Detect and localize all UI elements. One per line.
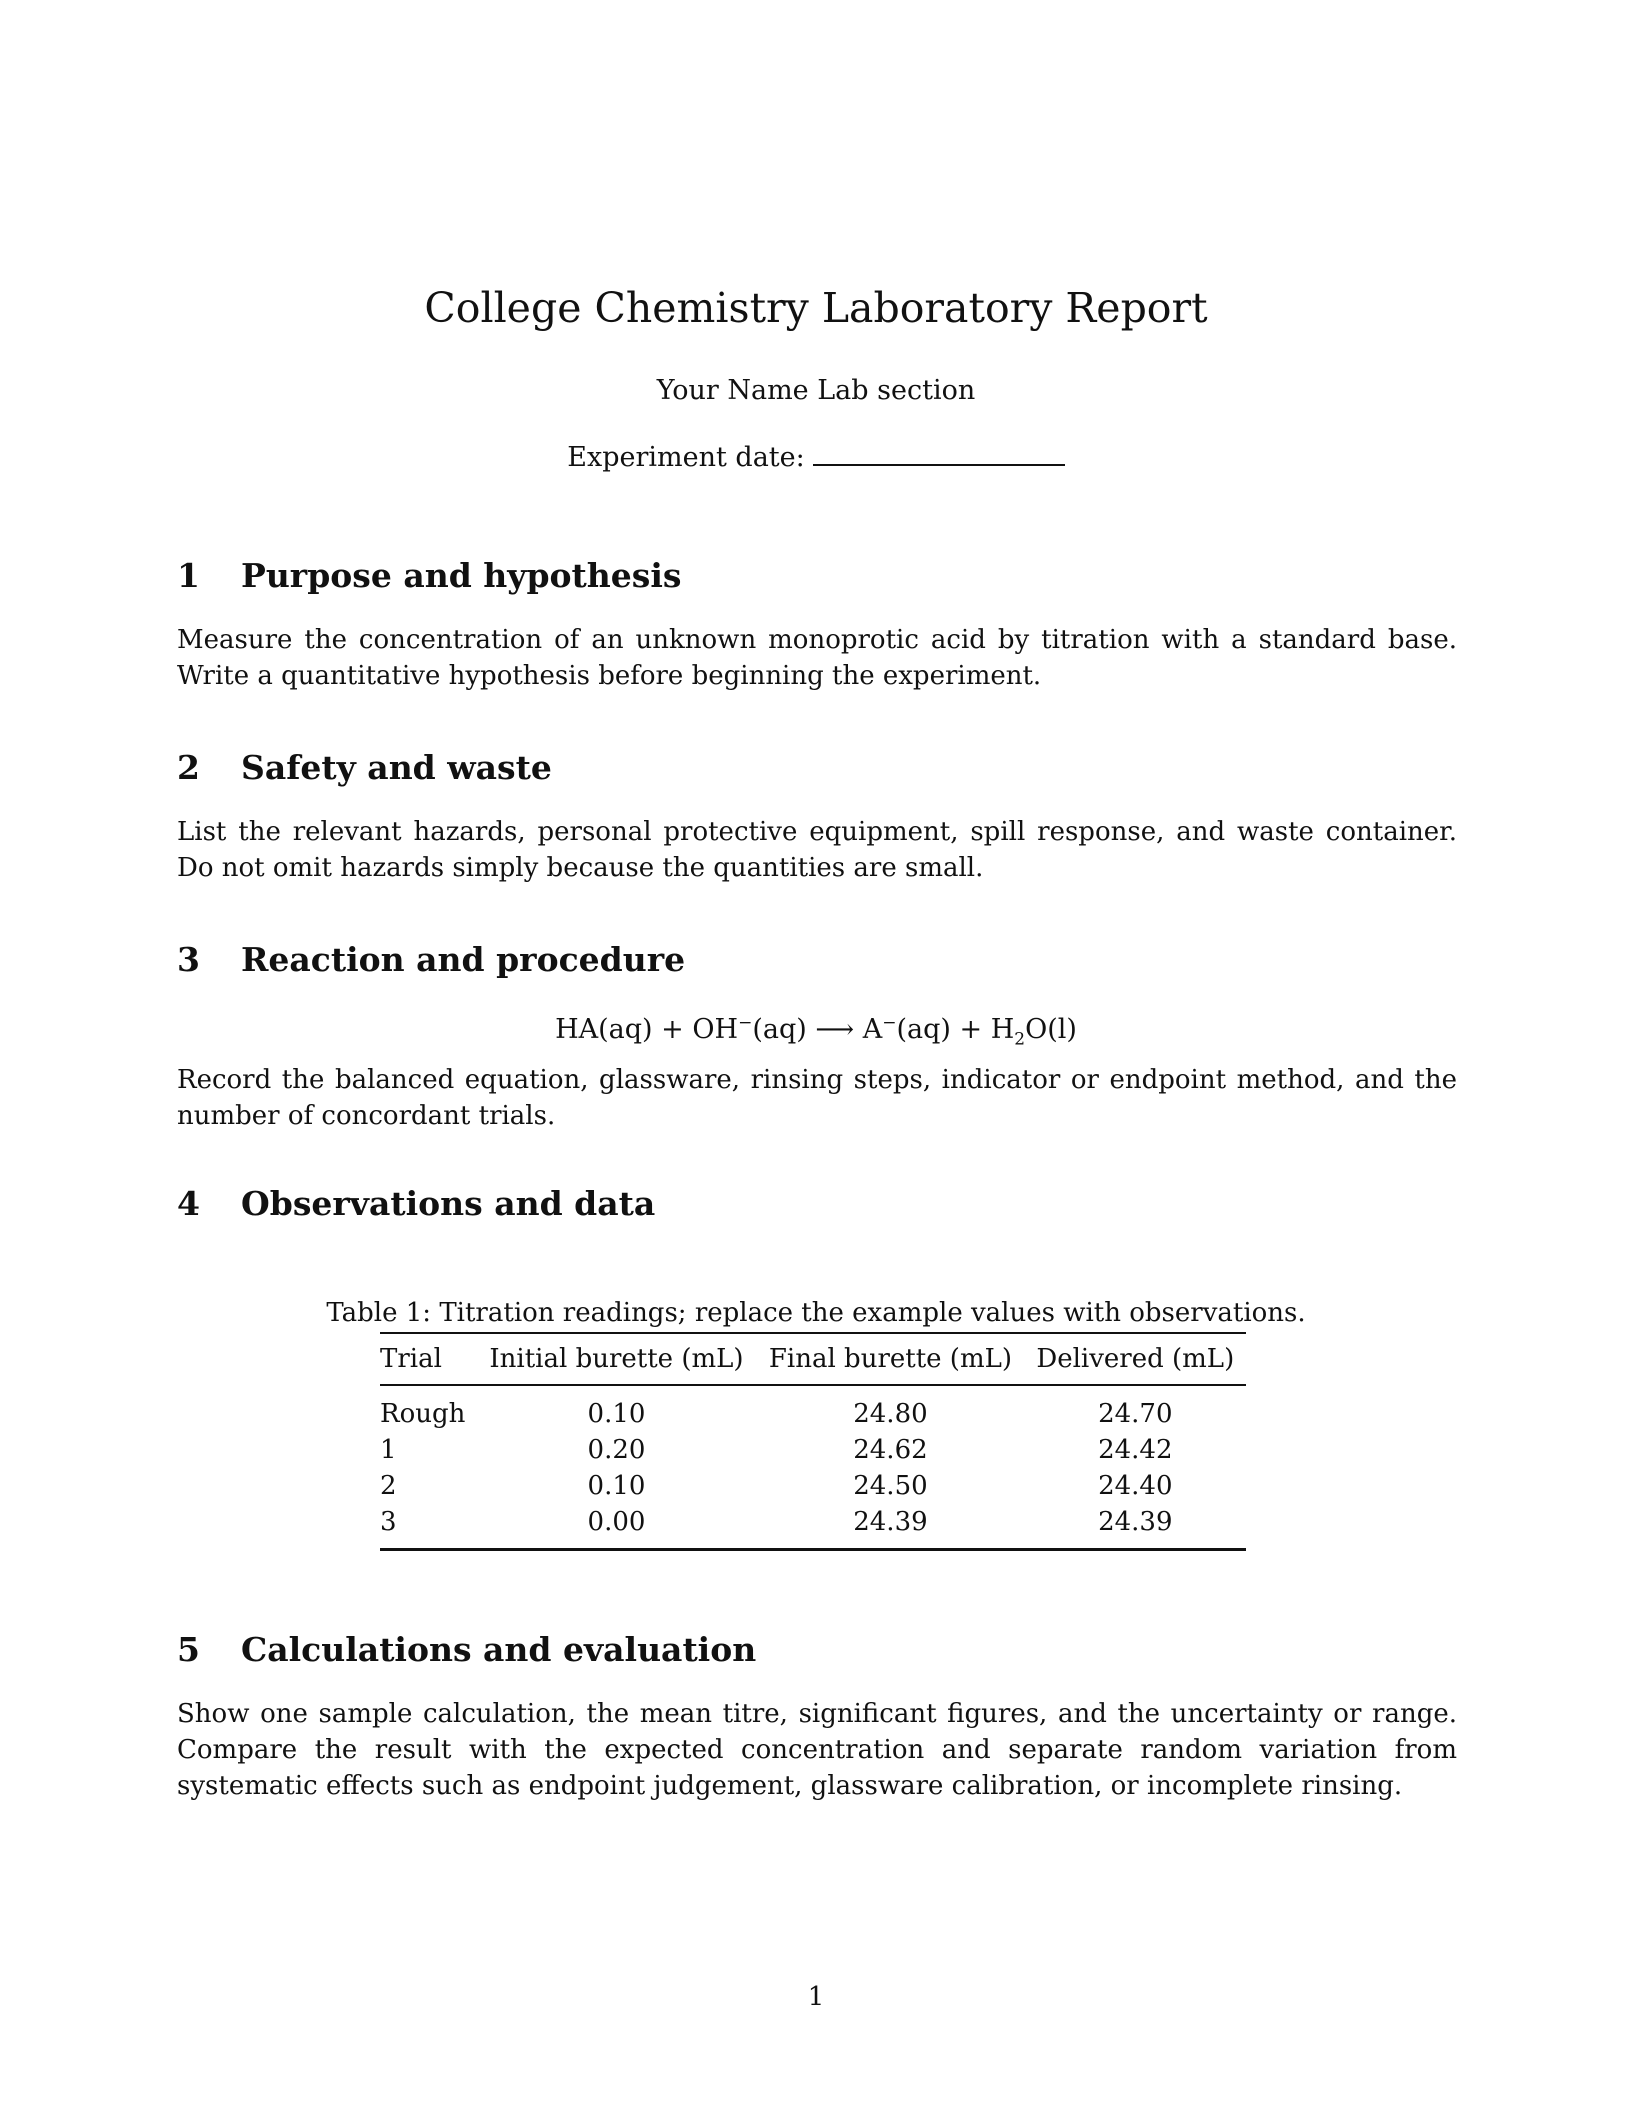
section-reaction bbox=[177, 938, 1457, 982]
table-cell: Rough bbox=[380, 1399, 466, 1429]
section-title: Calculations and evaluation bbox=[241, 1630, 757, 1669]
column-header: Trial bbox=[380, 1333, 477, 1385]
table-cell: 0.20 bbox=[587, 1435, 646, 1465]
experiment-date-blank bbox=[813, 440, 1065, 466]
table-cell: 24.62 bbox=[853, 1435, 928, 1465]
section-reaction-body bbox=[177, 1062, 1457, 1134]
section-number: 3 bbox=[177, 940, 200, 979]
section-body: Measure the concentration of an unknown monoprotic acid by titration with a standard base. Write a quantitative hypothesis before beginning the experiment. bbox=[177, 625, 1457, 691]
table-row bbox=[380, 1468, 1246, 1504]
section-heading bbox=[177, 938, 1457, 982]
table-cell: 0.10 bbox=[587, 1471, 646, 1501]
column-header: Delivered (mL) bbox=[1025, 1333, 1246, 1385]
section-title: Reaction and procedure bbox=[241, 940, 686, 979]
section-calculations bbox=[177, 1628, 1457, 1804]
section-title: Safety and waste bbox=[241, 748, 552, 787]
table-cell: 24.42 bbox=[1098, 1435, 1173, 1465]
section-heading bbox=[177, 554, 1457, 598]
experiment-date-label: Experiment date: bbox=[567, 442, 805, 473]
section-number: 5 bbox=[177, 1630, 200, 1669]
table-row bbox=[380, 1385, 1246, 1432]
table-cell: 2 bbox=[380, 1471, 397, 1501]
document-title: College Chemistry Laboratory Report bbox=[424, 284, 1208, 332]
section-body: List the relevant hazards, personal protective equipment, spill response, and waste container. Do not omit hazards simply because the quantities are small. bbox=[177, 817, 1457, 883]
page-number: 1 bbox=[807, 1982, 825, 2012]
section-number: 4 bbox=[177, 1184, 200, 1223]
section-heading bbox=[177, 1182, 1457, 1226]
table-cell: 24.70 bbox=[1098, 1399, 1173, 1429]
table-row bbox=[380, 1432, 1246, 1468]
section-purpose bbox=[177, 554, 1457, 694]
table-cell: 24.39 bbox=[756, 1504, 1024, 1550]
section-heading bbox=[177, 746, 1457, 790]
section-title: Observations and data bbox=[241, 1184, 656, 1223]
table-cell: 3 bbox=[380, 1504, 477, 1550]
titration-table bbox=[380, 1332, 1246, 1551]
table-cell: 24.39 bbox=[1025, 1504, 1246, 1550]
section-heading bbox=[177, 1628, 1457, 1672]
section-number: 2 bbox=[177, 748, 200, 787]
section-safety bbox=[177, 746, 1457, 886]
table-cell: 0.00 bbox=[477, 1504, 757, 1550]
reaction-equation: HA(aq) + OH−(aq) ⟶ $A^-(aq) + H_2O(l)$ bbox=[555, 1013, 1077, 1050]
section-number: 1 bbox=[177, 556, 200, 595]
section-title: Purpose and hypothesis bbox=[241, 556, 682, 595]
section-observations bbox=[177, 1182, 1457, 1226]
experiment-date-line bbox=[0, 440, 1632, 475]
section-body: Record the balanced equation, glassware, rinsing steps, indicator or endpoint method, and the number of concordant trials. bbox=[177, 1065, 1457, 1131]
column-header: Final burette (mL) bbox=[756, 1333, 1024, 1385]
table-row bbox=[380, 1504, 1246, 1550]
table-caption: Table 1: Titration readings; replace the example values with observations. bbox=[326, 1298, 1306, 1328]
column-header: Initial burette (mL) bbox=[477, 1333, 757, 1385]
author-line: Your Name Lab section bbox=[656, 375, 976, 406]
section-body: Show one sample calculation, the mean titre, significant figures, and the uncertainty or range. Compare the result with the expected concentration and separate random variation from systematic effects such as endpoint judgement, glassware calibration, or incomplete rinsing. bbox=[177, 1699, 1457, 1801]
table-cell: 0.10 bbox=[587, 1399, 646, 1429]
table-cell: 24.40 bbox=[1098, 1471, 1173, 1501]
table-cell: 1 bbox=[380, 1435, 397, 1465]
table-cell: 24.50 bbox=[853, 1471, 928, 1501]
table-cell: 24.80 bbox=[853, 1399, 928, 1429]
table-header-row bbox=[380, 1333, 1246, 1385]
